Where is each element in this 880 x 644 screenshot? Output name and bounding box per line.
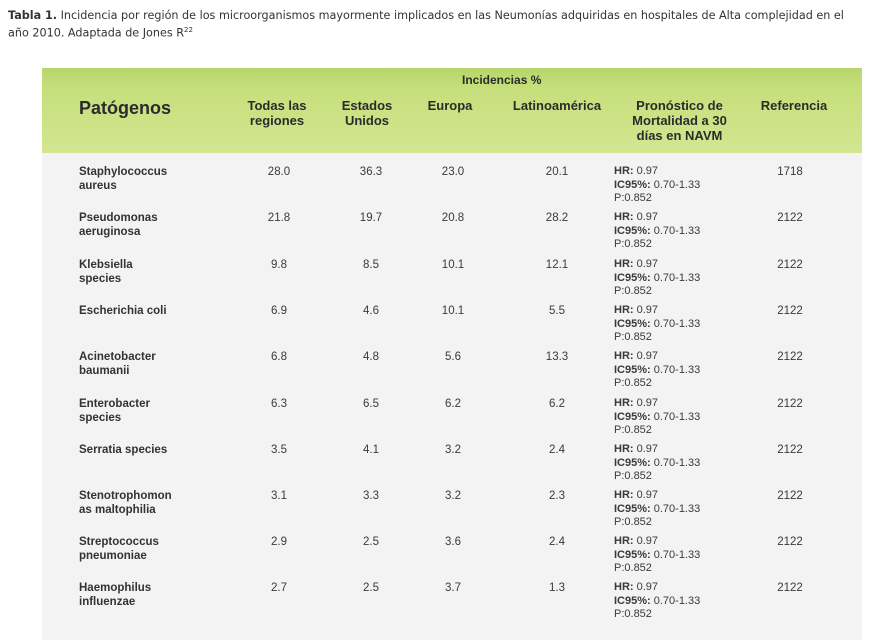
europa-value: 3.6 xyxy=(445,536,461,548)
hr-value: 0.97 xyxy=(633,350,659,362)
eeuu-value: 3.3 xyxy=(363,490,379,502)
ic-label: IC95%: xyxy=(614,410,651,423)
eeuu-value: 6.5 xyxy=(363,398,379,410)
hr-label: HR: xyxy=(614,489,634,501)
reference-value: 2122 xyxy=(777,398,803,410)
todas-value: 9.8 xyxy=(271,259,287,271)
prognosis-value xyxy=(614,304,744,345)
pathogen-name xyxy=(79,397,209,425)
p-value: P:0.852 xyxy=(614,562,652,574)
reference-value: 2122 xyxy=(777,444,803,456)
latam-value: 2.4 xyxy=(549,536,565,548)
todas-value: 6.9 xyxy=(271,305,287,317)
europa-value: 5.6 xyxy=(445,351,461,363)
hr-label: HR: xyxy=(614,443,634,455)
pathogen-name xyxy=(79,211,209,239)
hr-value: 0.97 xyxy=(633,258,659,270)
prognosis-value xyxy=(614,211,744,252)
eeuu-value: 36.3 xyxy=(359,166,383,178)
pathogen-name-line2: species xyxy=(79,273,122,285)
caption-text: Incidencia por región de los microorganismos mayormente implicados en las Neumonías adquiridas en hospitales de Alta complejidad en el año 2010. Adaptada de Jones R xyxy=(8,9,844,40)
eeuu-value: 19.7 xyxy=(359,212,383,224)
pathogen-name xyxy=(79,165,209,193)
pathogen-name-line1: Pseudomonas xyxy=(79,212,158,224)
pathogen-name xyxy=(79,581,209,609)
pathogen-name xyxy=(79,304,209,318)
ic-label: IC95%: xyxy=(614,502,651,515)
reference-value: 2122 xyxy=(777,536,803,548)
hr-label: HR: xyxy=(614,350,634,362)
ic-value: 0.70-1.33 xyxy=(650,594,701,607)
eeuu-value: 4.1 xyxy=(363,444,379,456)
pathogen-name-line1: Acinetobacter xyxy=(79,351,156,363)
europa-value: 3.2 xyxy=(445,444,461,456)
reference-value: 2122 xyxy=(777,305,803,317)
p-value: P:0.852 xyxy=(614,516,652,528)
todas-value: 6.3 xyxy=(271,398,287,410)
hr-label: HR: xyxy=(614,535,634,547)
p-value: P:0.852 xyxy=(614,377,652,389)
table-header xyxy=(42,68,862,153)
todas-value: 2.7 xyxy=(271,582,287,594)
pathogen-name-line1: Staphylococcus xyxy=(79,166,168,178)
referencia-heading: Referencia xyxy=(760,98,828,113)
pathogen-name-line1: Streptococcus xyxy=(79,536,159,548)
pronostico-heading-line3: días en NAVM xyxy=(636,128,723,143)
table-caption xyxy=(8,8,858,41)
pathogen-name-line2: baumanii xyxy=(79,365,130,377)
ic-value: 0.70-1.33 xyxy=(650,363,701,376)
p-value: P:0.852 xyxy=(614,331,652,343)
europa-value: 10.1 xyxy=(441,305,465,317)
ic-value: 0.70-1.33 xyxy=(650,271,701,284)
hr-label: HR: xyxy=(614,397,634,409)
ic-value: 0.70-1.33 xyxy=(650,224,701,237)
latam-value: 28.2 xyxy=(545,212,569,224)
ic-label: IC95%: xyxy=(614,594,651,607)
europa-value: 10.1 xyxy=(441,259,465,271)
todas-value: 28.0 xyxy=(267,166,291,178)
latam-value: 2.4 xyxy=(549,444,565,456)
latam-value: 20.1 xyxy=(545,166,569,178)
europa-value: 23.0 xyxy=(441,166,465,178)
hr-value: 0.97 xyxy=(633,581,659,593)
ic-value: 0.70-1.33 xyxy=(650,410,701,423)
prognosis-value xyxy=(614,443,744,484)
eeuu-heading xyxy=(332,98,402,128)
incidencias-heading: Incidencias % xyxy=(462,73,542,87)
prognosis-value xyxy=(614,165,744,206)
pathogen-name xyxy=(79,535,209,563)
todas-value: 6.8 xyxy=(271,351,287,363)
prognosis-value xyxy=(614,258,744,299)
pathogen-name-line1: Escherichia coli xyxy=(79,305,167,317)
todas-value: 3.5 xyxy=(271,444,287,456)
eeuu-heading-line1: Estados xyxy=(341,98,393,113)
ic-value: 0.70-1.33 xyxy=(650,502,701,515)
ic-label: IC95%: xyxy=(614,363,651,376)
pronostico-heading xyxy=(622,98,737,143)
todas-value: 3.1 xyxy=(271,490,287,502)
hr-value: 0.97 xyxy=(633,211,659,223)
ic-value: 0.70-1.33 xyxy=(650,456,701,469)
hr-label: HR: xyxy=(614,258,634,270)
reference-value: 2122 xyxy=(777,582,803,594)
pathogen-name-line1: Klebsiella xyxy=(79,259,133,271)
ic-label: IC95%: xyxy=(614,271,651,284)
reference-value: 2122 xyxy=(777,351,803,363)
europa-heading: Europa xyxy=(427,98,473,113)
prognosis-value xyxy=(614,397,744,438)
latam-value: 1.3 xyxy=(549,582,565,594)
todas-heading xyxy=(237,98,317,128)
hr-value: 0.97 xyxy=(633,489,659,501)
reference-value: 2122 xyxy=(777,490,803,502)
pathogen-name-line1: Stenotrophomon xyxy=(79,490,172,502)
pathogen-name-line2: aureus xyxy=(79,180,117,192)
hr-value: 0.97 xyxy=(633,443,659,455)
latam-heading: Latinoamérica xyxy=(512,98,602,113)
latam-value: 6.2 xyxy=(549,398,565,410)
pathogen-name xyxy=(79,258,209,286)
todas-heading-line2: regiones xyxy=(249,113,305,128)
caption-superscript: 22 xyxy=(184,26,193,34)
hr-label: HR: xyxy=(614,211,634,223)
pronostico-heading-line2: Mortalidad a 30 xyxy=(632,113,727,128)
p-value: P:0.852 xyxy=(614,470,652,482)
p-value: P:0.852 xyxy=(614,285,652,297)
prognosis-value xyxy=(614,581,744,622)
pathogen-name-line2: as maltophilia xyxy=(79,504,156,516)
pathogen-name-line1: Enterobacter xyxy=(79,398,150,410)
hr-label: HR: xyxy=(614,581,634,593)
hr-label: HR: xyxy=(614,304,634,316)
pronostico-heading-line1: Pronóstico de xyxy=(636,98,723,113)
ic-label: IC95%: xyxy=(614,178,651,191)
ic-value: 0.70-1.33 xyxy=(650,178,701,191)
p-value: P:0.852 xyxy=(614,424,652,436)
todas-value: 2.9 xyxy=(271,536,287,548)
ic-value: 0.70-1.33 xyxy=(650,548,701,561)
eeuu-value: 4.8 xyxy=(363,351,379,363)
europa-value: 3.2 xyxy=(445,490,461,502)
todas-value: 21.8 xyxy=(267,212,291,224)
hr-value: 0.97 xyxy=(633,304,659,316)
pathogen-name xyxy=(79,489,209,517)
latam-value: 5.5 xyxy=(549,305,565,317)
prognosis-value xyxy=(614,489,744,530)
pathogen-name-line2: aeruginosa xyxy=(79,226,141,238)
pathogen-name xyxy=(79,443,209,457)
latam-value: 12.1 xyxy=(545,259,569,271)
p-value: P:0.852 xyxy=(614,608,652,620)
hr-value: 0.97 xyxy=(633,165,659,177)
pathogen-name-line2: influenzae xyxy=(79,596,136,608)
prognosis-value xyxy=(614,535,744,576)
ic-label: IC95%: xyxy=(614,317,651,330)
latam-value: 13.3 xyxy=(545,351,569,363)
pathogen-name-line1: Serratia species xyxy=(79,444,168,456)
todas-heading-line1: Todas las xyxy=(247,98,307,113)
caption-label: Tabla 1. xyxy=(8,9,58,22)
hr-value: 0.97 xyxy=(633,535,659,547)
eeuu-value: 2.5 xyxy=(363,582,379,594)
eeuu-value: 4.6 xyxy=(363,305,379,317)
europa-value: 3.7 xyxy=(445,582,461,594)
ic-label: IC95%: xyxy=(614,456,651,469)
ic-label: IC95%: xyxy=(614,224,651,237)
eeuu-heading-line2: Unidos xyxy=(344,113,390,128)
reference-value: 1718 xyxy=(777,166,803,178)
europa-value: 6.2 xyxy=(445,398,461,410)
p-value: P:0.852 xyxy=(614,238,652,250)
hr-label: HR: xyxy=(614,165,634,177)
ic-value: 0.70-1.33 xyxy=(650,317,701,330)
ic-label: IC95%: xyxy=(614,548,651,561)
pathogen-name xyxy=(79,350,209,378)
pathogen-name-line1: Haemophilus xyxy=(79,582,152,594)
latam-value: 2.3 xyxy=(549,490,565,502)
hr-value: 0.97 xyxy=(633,397,659,409)
eeuu-value: 8.5 xyxy=(363,259,379,271)
incidence-table xyxy=(42,68,862,640)
reference-value: 2122 xyxy=(777,212,803,224)
p-value: P:0.852 xyxy=(614,192,652,204)
eeuu-value: 2.5 xyxy=(363,536,379,548)
pathogen-name-line2: species xyxy=(79,412,122,424)
reference-value: 2122 xyxy=(777,259,803,271)
prognosis-value xyxy=(614,350,744,391)
europa-value: 20.8 xyxy=(441,212,465,224)
patogenos-heading: Patógenos xyxy=(79,98,172,118)
pathogen-name-line2: pneumoniae xyxy=(79,550,147,562)
